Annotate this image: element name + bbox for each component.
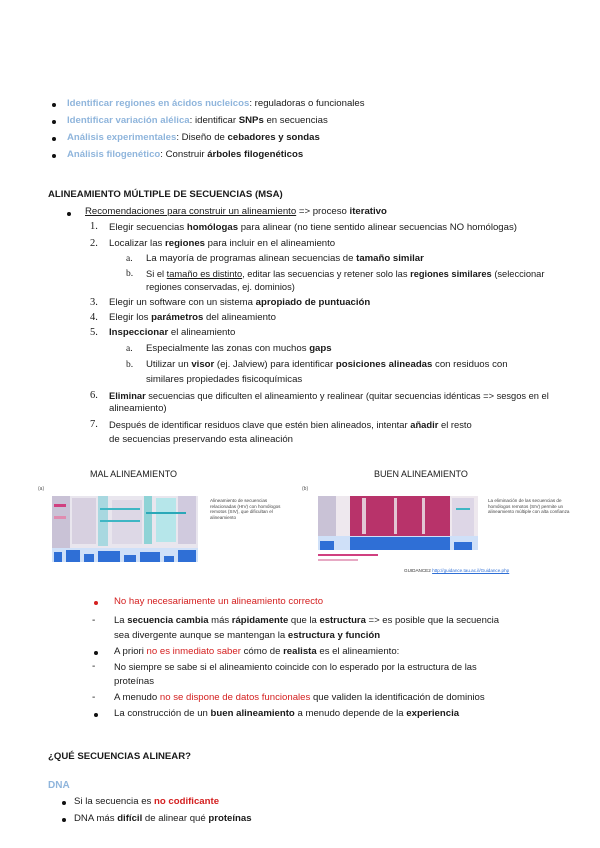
step-text: Eliminar secuencias que dificulten el alineamiento y realinear (quitar secuencias idénticas => sesgos en el xyxy=(109,391,549,401)
bullet-icon xyxy=(52,154,56,158)
note-text: La construcción de un buen alineamiento a menudo depende de la experiencia xyxy=(114,708,460,719)
list-item: Identificar variación alélica: identificar SNPs en secuencias xyxy=(67,115,328,126)
bullet-icon xyxy=(52,120,56,124)
dash-icon: - xyxy=(92,692,96,703)
substep-text-cont: regiones conservadas, ej. dominios) xyxy=(146,282,295,292)
dash-icon: - xyxy=(92,615,96,626)
step-number: 5. xyxy=(90,327,98,338)
guidance-label: GUIDANCE2 xyxy=(404,568,431,573)
section-heading: ALINEAMIENTO MÚLTIPLE DE SECUENCIAS (MSA) xyxy=(48,189,283,200)
bullet-icon xyxy=(62,801,66,805)
note-text: No siempre se sabe si el alineamiento coincide con lo esperado por la estructura de las xyxy=(114,661,477,672)
dash-icon: - xyxy=(92,661,96,672)
step-number: 6. xyxy=(90,390,98,401)
substep-text: Utilizar un visor (ej. Jalview) para identificar posiciones alineadas con residuos con xyxy=(146,359,508,370)
bullet-icon xyxy=(94,651,98,655)
good-alignment-figure xyxy=(302,486,574,580)
note-text: No hay necesariamente un alineamiento correcto xyxy=(114,596,324,607)
step-text: Después de identificar residuos clave que estén bien alineados, intentar añadir el resto xyxy=(109,419,472,430)
step-text: Localizar las regiones para incluir en el alineamiento xyxy=(109,238,336,249)
note-text: A priori no es inmediato saber cómo de realista es el alineamiento: xyxy=(114,646,400,657)
step-number: 2. xyxy=(90,238,98,249)
step-number: 4. xyxy=(90,312,98,323)
step-text-cont: de secuencias preservando esta alineación xyxy=(109,434,294,445)
bullet-icon xyxy=(67,212,71,216)
step-text: Elegir un software con un sistema apropiado de puntuación xyxy=(109,297,371,308)
step-text: Elegir secuencias homólogas para alinear (no tiene sentido alinear secuencias NO homólogas) xyxy=(109,222,517,233)
substep-text: Especialmente las zonas con muchos gaps xyxy=(146,343,332,354)
substep-text: La mayoría de programas alinean secuencias de tamaño similar xyxy=(146,253,424,264)
substep-letter: b. xyxy=(126,360,134,370)
bullet-icon xyxy=(94,713,98,717)
step-number: 1. xyxy=(90,221,98,232)
substep-text-cont: similares propiedades fisicoquímicas xyxy=(146,374,303,385)
step-number: 3. xyxy=(90,297,98,308)
bullet-icon xyxy=(62,818,66,822)
figure-label-good: BUEN ALINEAMIENTO xyxy=(374,469,468,479)
list-item: Análisis experimentales: Diseño de cebadores y sondas xyxy=(67,132,320,143)
note-text: La secuencia cambia más rápidamente que la estructura => es posible que la secuencia xyxy=(114,615,500,626)
good-alignment-image xyxy=(302,486,482,566)
list-item: Análisis filogenético: Construir árboles filogenéticos xyxy=(67,149,304,160)
subsection-heading: DNA xyxy=(48,780,70,791)
bullet-icon xyxy=(94,601,98,605)
step-text: Inspeccionar el alineamiento xyxy=(109,327,236,338)
substep-text: Si el tamaño es distinto, editar las secuencias y retener solo las regiones similares (seleccionar xyxy=(146,269,545,279)
list-item: DNA más difícil de alinear qué proteínas xyxy=(74,813,252,824)
guidance-link[interactable]: http://guidance.tau.ac.il/Guidance.php xyxy=(432,568,510,573)
step-number: 7. xyxy=(90,419,98,430)
section-heading: ¿QUÉ SECUENCIAS ALINEAR? xyxy=(48,751,192,762)
list-item: Identificar regiones en ácidos nucleicos: reguladoras o funcionales xyxy=(67,98,365,109)
figure-tag: (a) xyxy=(38,486,45,492)
note-text-cont: proteínas xyxy=(114,676,155,687)
bullet-icon xyxy=(52,103,56,107)
figure-tag: (b) xyxy=(302,486,309,492)
guidance-source xyxy=(404,568,509,574)
note-text-cont: sea divergente aunque se mantengan la estructura y función xyxy=(114,630,381,641)
figure-caption: La eliminación de las secuencias de homólogos remotos (SIV) permite un alineamiento múltiple con alta confianza xyxy=(488,498,570,515)
bullet-icon xyxy=(52,137,56,141)
step-text-cont: alineamiento) xyxy=(109,403,167,414)
substep-letter: a. xyxy=(126,344,133,354)
figure-caption: Alineamiento de secuencias relacionadas (HIV) con homólogos remotos (SIV), que dificultan el alineamiento xyxy=(210,498,281,520)
step-text: Elegir los parámetros del alineamiento xyxy=(109,312,276,323)
substep-letter: b. xyxy=(126,269,134,279)
figure-label-bad: MAL ALINEAMIENTO xyxy=(90,469,178,479)
bad-alignment-figure xyxy=(38,486,288,566)
list-item: Recomendaciones para construir un alineamiento => proceso iterativo xyxy=(85,206,387,217)
list-item: Si la secuencia es no codificante xyxy=(74,796,220,807)
substep-letter: a. xyxy=(126,254,133,264)
note-text: A menudo no se dispone de datos funcionales que validen la identificación de dominios xyxy=(114,692,485,703)
